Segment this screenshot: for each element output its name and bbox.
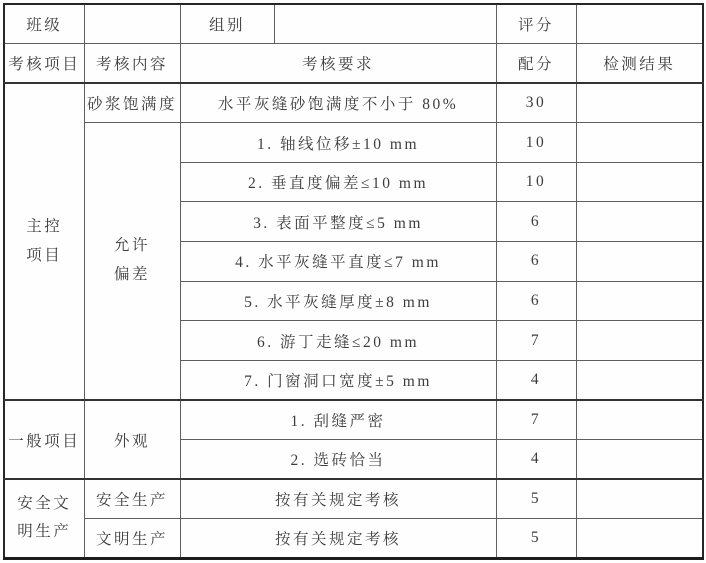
table-row (4, 83, 703, 123)
requirement-cell: 4. 水平灰缝平直度≤7 mm (180, 242, 496, 282)
result-cell (576, 321, 703, 361)
points-cell: 5 (496, 519, 576, 559)
result-cell (576, 440, 703, 480)
points-cell: 4 (496, 440, 576, 480)
class-label-cell: 班级 (4, 4, 84, 44)
col-header-item: 考核项目 (4, 44, 84, 84)
result-cell (576, 479, 703, 519)
points-cell: 7 (496, 400, 576, 440)
result-cell (576, 202, 703, 242)
requirement-cell: 3. 表面平整度≤5 mm (180, 202, 496, 242)
requirement-cell: 5. 水平灰缝厚度±8 mm (180, 281, 496, 321)
requirement-cell: 6. 游丁走缝≤20 mm (180, 321, 496, 361)
content-label-line: 允许 (113, 237, 150, 255)
requirement-cell: 按有关规定考核 (180, 479, 496, 519)
points-cell: 5 (496, 479, 576, 519)
assessment-table (3, 3, 704, 560)
result-cell (576, 519, 703, 559)
section-label-general: 一般项目 (4, 400, 84, 479)
content-label-line: 偏差 (113, 266, 150, 284)
result-cell (576, 281, 703, 321)
points-cell: 30 (496, 83, 576, 123)
points-cell: 4 (496, 360, 576, 400)
column-header-row (4, 44, 703, 84)
table-row (4, 479, 703, 519)
section-label-safety (4, 479, 84, 558)
section-label-line: 安全文 (17, 494, 72, 512)
table-row (4, 519, 703, 559)
content-label-deviation (84, 123, 180, 400)
points-cell: 6 (496, 202, 576, 242)
table-row (4, 123, 703, 163)
result-cell (576, 242, 703, 282)
requirement-cell: 水平灰缝砂饱满度不小于 80% (180, 83, 496, 123)
score-value-cell (576, 4, 703, 44)
requirement-cell: 2. 选砖恰当 (180, 440, 496, 480)
requirement-cell: 2. 垂直度偏差≤10 mm (180, 162, 496, 202)
section-label-line: 项目 (26, 246, 63, 264)
section-label-line: 明生产 (17, 523, 72, 541)
class-value-cell (84, 4, 180, 44)
points-cell: 6 (496, 242, 576, 282)
result-cell (576, 360, 703, 400)
col-header-requirement: 考核要求 (180, 44, 496, 84)
points-cell: 6 (496, 281, 576, 321)
content-label-safe-production: 安全生产 (84, 479, 180, 519)
content-label-civilized-production: 文明生产 (84, 519, 180, 559)
section-label-main-control (4, 83, 84, 400)
group-value-cell (274, 4, 496, 44)
points-cell: 7 (496, 321, 576, 361)
points-cell: 10 (496, 162, 576, 202)
requirement-cell: 1. 刮缝严密 (180, 400, 496, 440)
table-row (4, 400, 703, 440)
col-header-content: 考核内容 (84, 44, 180, 84)
section-label-line: 主控 (26, 217, 63, 235)
requirement-cell: 7. 门窗洞口宽度±5 mm (180, 360, 496, 400)
points-cell: 10 (496, 123, 576, 163)
requirement-cell: 按有关规定考核 (180, 519, 496, 559)
col-header-points: 配分 (496, 44, 576, 84)
result-cell (576, 162, 703, 202)
score-label-cell: 评分 (496, 4, 576, 44)
info-row (4, 4, 703, 44)
result-cell (576, 83, 703, 123)
requirement-cell: 1. 轴线位移±10 mm (180, 123, 496, 163)
content-label-appearance: 外观 (84, 400, 180, 479)
content-label-mortar: 砂浆饱满度 (84, 83, 180, 123)
group-label-cell: 组别 (180, 4, 274, 44)
result-cell (576, 123, 703, 163)
col-header-result: 检测结果 (576, 44, 703, 84)
result-cell (576, 400, 703, 440)
